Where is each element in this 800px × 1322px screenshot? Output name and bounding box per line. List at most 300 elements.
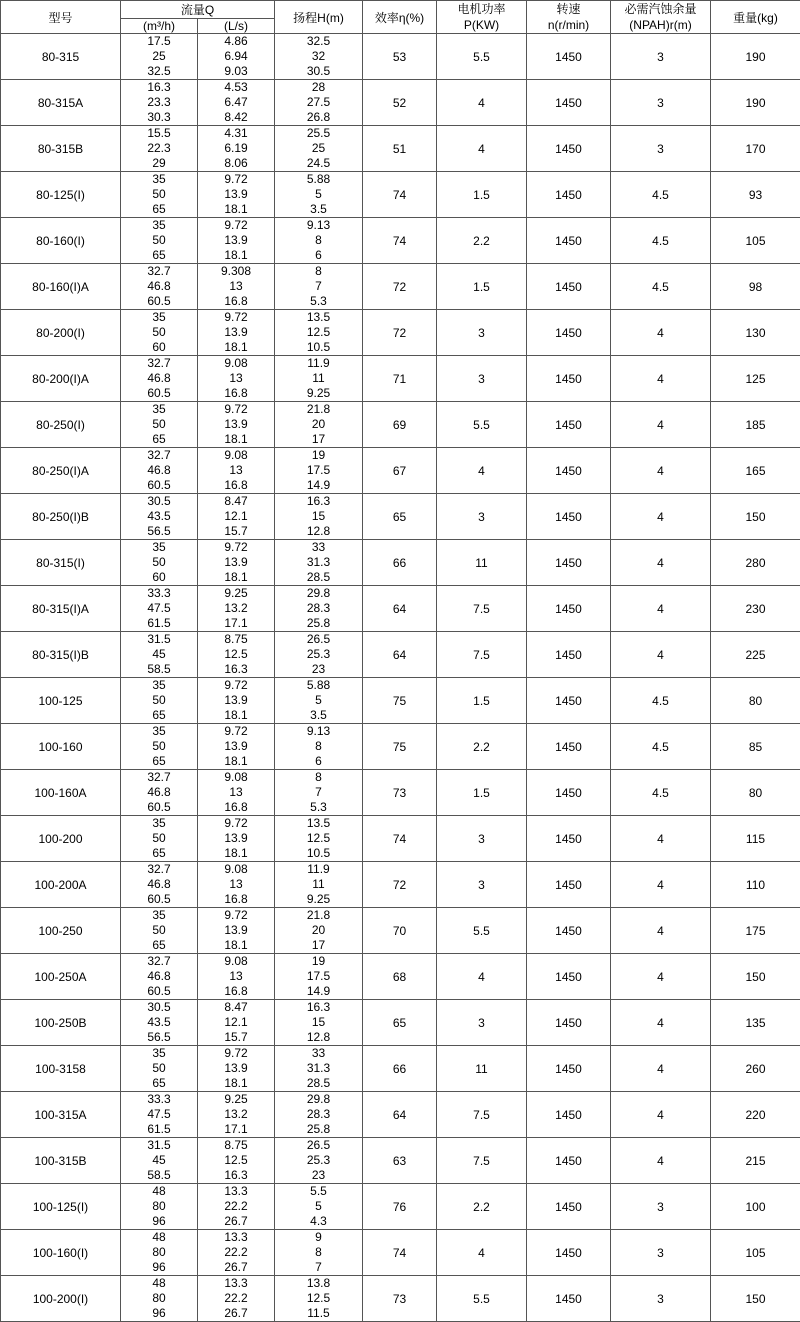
cell-flow-m3h-value: 32.7 [121,264,197,279]
cell-flow-ls [198,1276,275,1322]
cell-efficiency: 72 [363,264,437,310]
cell-head-value: 13.5 [275,816,362,831]
cell-head [275,356,363,402]
table-row [1,862,800,908]
cell-npsh: 4 [611,1138,711,1184]
cell-flow-m3h-value: 60.5 [121,984,197,999]
cell-weight: 125 [711,356,800,402]
cell-head-value: 5 [275,187,362,202]
cell-flow-m3h-value: 65 [121,1076,197,1091]
cell-flow-ls [198,632,275,678]
cell-speed: 1450 [527,1184,611,1230]
cell-flow-ls-value: 22.2 [198,1245,274,1260]
cell-head-value: 25.3 [275,647,362,662]
cell-head [275,402,363,448]
cell-flow-ls [198,34,275,80]
cell-speed: 1450 [527,126,611,172]
cell-speed: 1450 [527,448,611,494]
cell-head-value: 12.8 [275,524,362,539]
table-row [1,908,800,954]
table-row [1,448,800,494]
cell-flow-m3h-value: 48 [121,1184,197,1199]
cell-weight: 225 [711,632,800,678]
cell-model: 80-160(I)A [1,264,121,310]
cell-flow-ls-value: 16.3 [198,1168,274,1183]
cell-power: 5.5 [437,34,527,80]
cell-head [275,954,363,1000]
cell-head-value: 11.9 [275,862,362,877]
cell-flow-ls-value: 13.9 [198,325,274,340]
cell-flow-m3h-value: 65 [121,846,197,861]
cell-flow-m3h-value: 35 [121,540,197,555]
cell-flow-ls [198,724,275,770]
cell-flow-m3h-value: 46.8 [121,463,197,478]
cell-flow-m3h [121,34,198,80]
cell-flow-ls [198,678,275,724]
cell-efficiency: 65 [363,1000,437,1046]
cell-speed: 1450 [527,908,611,954]
cell-head-value: 30.5 [275,64,362,79]
cell-npsh: 3 [611,1276,711,1322]
cell-speed: 1450 [527,1092,611,1138]
cell-head-value: 15 [275,1015,362,1030]
cell-npsh: 4 [611,586,711,632]
header-npsh [611,1,711,34]
cell-head [275,494,363,540]
cell-speed: 1450 [527,1138,611,1184]
cell-flow-m3h [121,1046,198,1092]
cell-flow-ls-value: 13.9 [198,417,274,432]
cell-head-value: 32 [275,49,362,64]
cell-model: 80-250(I)B [1,494,121,540]
cell-flow-m3h-value: 60.5 [121,294,197,309]
cell-speed: 1450 [527,218,611,264]
cell-speed: 1450 [527,954,611,1000]
cell-power: 3 [437,356,527,402]
cell-flow-ls-value: 18.1 [198,708,274,723]
cell-weight: 260 [711,1046,800,1092]
cell-flow-ls-value: 9.72 [198,678,274,693]
cell-head-value: 31.3 [275,1061,362,1076]
cell-head-value: 26.5 [275,1138,362,1153]
cell-head-value: 21.8 [275,402,362,417]
cell-npsh: 4 [611,356,711,402]
cell-flow-m3h-value: 48 [121,1276,197,1291]
cell-flow-m3h-value: 50 [121,555,197,570]
cell-power: 2.2 [437,724,527,770]
cell-flow-ls [198,264,275,310]
cell-npsh: 4.5 [611,770,711,816]
cell-head [275,310,363,356]
cell-flow-m3h [121,632,198,678]
cell-flow-ls-value: 9.72 [198,1046,274,1061]
cell-head-value: 6 [275,248,362,263]
cell-npsh: 3 [611,1230,711,1276]
cell-flow-m3h-value: 47.5 [121,1107,197,1122]
cell-flow-ls [198,816,275,862]
cell-flow-m3h [121,264,198,310]
cell-head-value: 16.3 [275,1000,362,1015]
cell-model: 100-315B [1,1138,121,1184]
cell-flow-m3h-value: 33.3 [121,1092,197,1107]
cell-power: 3 [437,310,527,356]
cell-flow-m3h-value: 35 [121,172,197,187]
cell-flow-m3h-value: 35 [121,310,197,325]
cell-flow-m3h [121,1276,198,1322]
cell-flow-m3h-value: 35 [121,908,197,923]
cell-head-value: 5 [275,1199,362,1214]
cell-head-value: 23 [275,662,362,677]
cell-flow-ls-value: 18.1 [198,846,274,861]
cell-flow-m3h [121,816,198,862]
cell-flow-ls-value: 18.1 [198,248,274,263]
cell-flow-m3h [121,954,198,1000]
cell-flow-ls-value: 22.2 [198,1291,274,1306]
cell-efficiency: 74 [363,816,437,862]
cell-speed: 1450 [527,770,611,816]
cell-efficiency: 64 [363,632,437,678]
cell-flow-m3h-value: 96 [121,1214,197,1229]
cell-flow-ls [198,1184,275,1230]
cell-head-value: 5.3 [275,800,362,815]
cell-head-value: 5.88 [275,172,362,187]
table-row [1,1092,800,1138]
cell-npsh: 4 [611,862,711,908]
cell-flow-ls-value: 16.8 [198,294,274,309]
cell-flow-ls-value: 8.06 [198,156,274,171]
table-header [1,1,800,34]
cell-model: 80-315(I)A [1,586,121,632]
cell-weight: 98 [711,264,800,310]
cell-flow-ls [198,862,275,908]
cell-npsh: 4.5 [611,218,711,264]
cell-model: 100-200A [1,862,121,908]
cell-flow-ls-value: 9.72 [198,172,274,187]
cell-speed: 1450 [527,1000,611,1046]
cell-efficiency: 75 [363,724,437,770]
cell-flow-m3h-value: 32.7 [121,448,197,463]
table-row [1,1000,800,1046]
header-efficiency: 效率η(%) [363,1,437,34]
cell-flow-ls-value: 26.7 [198,1306,274,1321]
cell-efficiency: 72 [363,310,437,356]
cell-flow-m3h [121,724,198,770]
cell-flow-ls-value: 9.03 [198,64,274,79]
cell-flow-m3h-value: 50 [121,693,197,708]
cell-flow-m3h-value: 22.3 [121,141,197,156]
cell-model: 100-200 [1,816,121,862]
cell-model: 100-3158 [1,1046,121,1092]
cell-flow-ls-value: 9.308 [198,264,274,279]
cell-flow-ls-value: 9.72 [198,816,274,831]
cell-weight: 190 [711,80,800,126]
cell-model: 100-160 [1,724,121,770]
cell-flow-m3h-value: 60.5 [121,800,197,815]
cell-flow-m3h-value: 25 [121,49,197,64]
cell-flow-ls-value: 22.2 [198,1199,274,1214]
cell-model: 80-315A [1,80,121,126]
cell-flow-m3h [121,1138,198,1184]
cell-power: 7.5 [437,1092,527,1138]
table-row [1,80,800,126]
cell-head-value: 8 [275,770,362,785]
cell-npsh: 4 [611,908,711,954]
cell-npsh: 4 [611,1046,711,1092]
cell-flow-ls-value: 13 [198,969,274,984]
cell-flow-ls-value: 6.19 [198,141,274,156]
cell-flow-ls-value: 9.25 [198,586,274,601]
cell-head-value: 25.8 [275,616,362,631]
cell-head-value: 17.5 [275,463,362,478]
cell-flow-m3h-value: 45 [121,1153,197,1168]
cell-flow-m3h-value: 47.5 [121,601,197,616]
cell-flow-m3h [121,402,198,448]
cell-flow-m3h-value: 48 [121,1230,197,1245]
cell-head-value: 19 [275,448,362,463]
cell-head-value: 28.5 [275,570,362,585]
cell-npsh: 3 [611,126,711,172]
cell-speed: 1450 [527,34,611,80]
cell-model: 80-315(I) [1,540,121,586]
cell-flow-m3h [121,1230,198,1276]
cell-npsh: 4.5 [611,264,711,310]
cell-flow-ls-value: 8.47 [198,1000,274,1015]
cell-head-value: 8 [275,739,362,754]
cell-flow-m3h [121,862,198,908]
cell-flow-m3h-value: 56.5 [121,524,197,539]
table-row [1,954,800,1000]
cell-speed: 1450 [527,816,611,862]
cell-npsh: 4.5 [611,172,711,218]
cell-npsh: 4.5 [611,678,711,724]
cell-flow-ls-value: 4.86 [198,34,274,49]
cell-flow-m3h-value: 45 [121,647,197,662]
cell-npsh: 4 [611,448,711,494]
cell-flow-m3h-value: 35 [121,678,197,693]
cell-flow-m3h-value: 35 [121,1046,197,1061]
header-power-line1: 电机功率 [457,2,505,16]
cell-flow-ls-value: 13.9 [198,555,274,570]
cell-head-value: 10.5 [275,846,362,861]
cell-flow-m3h-value: 61.5 [121,1122,197,1137]
cell-flow-ls [198,356,275,402]
table-row [1,172,800,218]
header-model: 型号 [1,1,121,34]
cell-speed: 1450 [527,586,611,632]
cell-flow-m3h-value: 30.3 [121,110,197,125]
cell-head-value: 9.25 [275,386,362,401]
cell-flow-m3h-value: 29 [121,156,197,171]
cell-power: 4 [437,448,527,494]
cell-speed: 1450 [527,1276,611,1322]
cell-flow-m3h-value: 31.5 [121,632,197,647]
cell-efficiency: 66 [363,1046,437,1092]
cell-model: 80-315B [1,126,121,172]
cell-model: 100-250B [1,1000,121,1046]
cell-weight: 165 [711,448,800,494]
cell-npsh: 3 [611,80,711,126]
cell-head-value: 3.5 [275,708,362,723]
cell-weight: 130 [711,310,800,356]
cell-head-value: 27.5 [275,95,362,110]
cell-model: 100-160(I) [1,1230,121,1276]
cell-flow-ls-value: 9.72 [198,908,274,923]
cell-model: 100-250 [1,908,121,954]
cell-efficiency: 69 [363,402,437,448]
cell-head-value: 31.3 [275,555,362,570]
cell-flow-ls-value: 13.3 [198,1230,274,1245]
table-row [1,356,800,402]
cell-efficiency: 68 [363,954,437,1000]
cell-npsh: 4 [611,1000,711,1046]
cell-efficiency: 73 [363,1276,437,1322]
cell-speed: 1450 [527,862,611,908]
cell-speed: 1450 [527,402,611,448]
table-row [1,264,800,310]
cell-flow-ls-value: 9.72 [198,218,274,233]
cell-flow-ls-value: 15.7 [198,524,274,539]
cell-head-value: 8 [275,233,362,248]
cell-head-value: 11.5 [275,1306,362,1321]
cell-flow-m3h-value: 80 [121,1199,197,1214]
cell-head [275,724,363,770]
cell-head-value: 11.9 [275,356,362,371]
cell-head-value: 21.8 [275,908,362,923]
table-row [1,494,800,540]
cell-flow-m3h [121,586,198,632]
cell-flow-ls-value: 12.5 [198,1153,274,1168]
cell-flow-ls [198,310,275,356]
cell-flow-m3h-value: 23.3 [121,95,197,110]
cell-flow-m3h-value: 50 [121,233,197,248]
cell-head-value: 12.5 [275,831,362,846]
cell-flow-ls-value: 9.08 [198,356,274,371]
cell-weight: 93 [711,172,800,218]
cell-model: 100-315A [1,1092,121,1138]
cell-efficiency: 74 [363,1230,437,1276]
cell-flow-ls [198,80,275,126]
cell-head-value: 25 [275,141,362,156]
cell-efficiency: 71 [363,356,437,402]
cell-head [275,770,363,816]
cell-flow-ls-value: 13.9 [198,831,274,846]
cell-head-value: 26.8 [275,110,362,125]
cell-head-value: 12.8 [275,1030,362,1045]
cell-power: 2.2 [437,218,527,264]
cell-flow-m3h-value: 30.5 [121,494,197,509]
header-npsh-line2: (NPAH)r(m) [629,18,691,32]
cell-flow-m3h [121,908,198,954]
cell-efficiency: 53 [363,34,437,80]
cell-npsh: 4 [611,402,711,448]
cell-flow-ls-value: 18.1 [198,202,274,217]
cell-flow-m3h-value: 35 [121,218,197,233]
cell-efficiency: 75 [363,678,437,724]
cell-head [275,172,363,218]
cell-power: 7.5 [437,586,527,632]
cell-flow-ls-value: 4.53 [198,80,274,95]
cell-weight: 135 [711,1000,800,1046]
cell-npsh: 4 [611,954,711,1000]
cell-head-value: 6 [275,754,362,769]
cell-flow-m3h-value: 32.5 [121,64,197,79]
cell-power: 7.5 [437,632,527,678]
cell-flow-ls [198,494,275,540]
cell-head-value: 5.3 [275,294,362,309]
cell-head-value: 13.8 [275,1276,362,1291]
cell-head-value: 10.5 [275,340,362,355]
header-flow-m3h: (m³/h) [121,19,198,34]
cell-npsh: 4 [611,540,711,586]
cell-npsh: 4 [611,632,711,678]
cell-flow-ls-value: 13.9 [198,187,274,202]
cell-npsh: 4 [611,310,711,356]
cell-efficiency: 64 [363,586,437,632]
cell-flow-m3h-value: 32.7 [121,770,197,785]
cell-flow-m3h [121,218,198,264]
cell-flow-ls-value: 13.9 [198,233,274,248]
cell-weight: 220 [711,1092,800,1138]
cell-head-value: 28.3 [275,601,362,616]
cell-efficiency: 67 [363,448,437,494]
cell-head-value: 5.5 [275,1184,362,1199]
cell-power: 11 [437,1046,527,1092]
cell-head-value: 12.5 [275,325,362,340]
cell-head-value: 7 [275,785,362,800]
cell-head [275,1184,363,1230]
cell-flow-ls-value: 8.47 [198,494,274,509]
cell-flow-m3h-value: 46.8 [121,371,197,386]
cell-flow-ls [198,126,275,172]
cell-npsh: 4 [611,494,711,540]
cell-head-value: 29.8 [275,1092,362,1107]
cell-head-value: 15 [275,509,362,524]
cell-power: 3 [437,1000,527,1046]
cell-head-value: 25.3 [275,1153,362,1168]
cell-flow-m3h-value: 35 [121,402,197,417]
cell-head-value: 8 [275,1245,362,1260]
cell-weight: 115 [711,816,800,862]
cell-model: 100-200(I) [1,1276,121,1322]
cell-flow-m3h-value: 33.3 [121,586,197,601]
cell-power: 4 [437,954,527,1000]
cell-flow-ls-value: 12.5 [198,647,274,662]
cell-flow-m3h [121,1000,198,1046]
cell-power: 1.5 [437,770,527,816]
cell-head-value: 20 [275,417,362,432]
cell-model: 80-315 [1,34,121,80]
cell-head-value: 5.88 [275,678,362,693]
cell-flow-m3h-value: 60.5 [121,478,197,493]
table-row [1,1138,800,1184]
cell-power: 3 [437,816,527,862]
cell-power: 11 [437,540,527,586]
cell-speed: 1450 [527,494,611,540]
cell-flow-m3h [121,80,198,126]
cell-flow-m3h-value: 60.5 [121,892,197,907]
cell-power: 5.5 [437,1276,527,1322]
cell-flow-ls-value: 13.2 [198,1107,274,1122]
cell-flow-ls-value: 13.2 [198,601,274,616]
cell-head [275,632,363,678]
cell-flow-m3h [121,448,198,494]
cell-flow-ls-value: 6.47 [198,95,274,110]
cell-head-value: 28.3 [275,1107,362,1122]
cell-flow-ls-value: 13.3 [198,1276,274,1291]
cell-model: 100-250A [1,954,121,1000]
cell-head [275,1276,363,1322]
table-row [1,770,800,816]
